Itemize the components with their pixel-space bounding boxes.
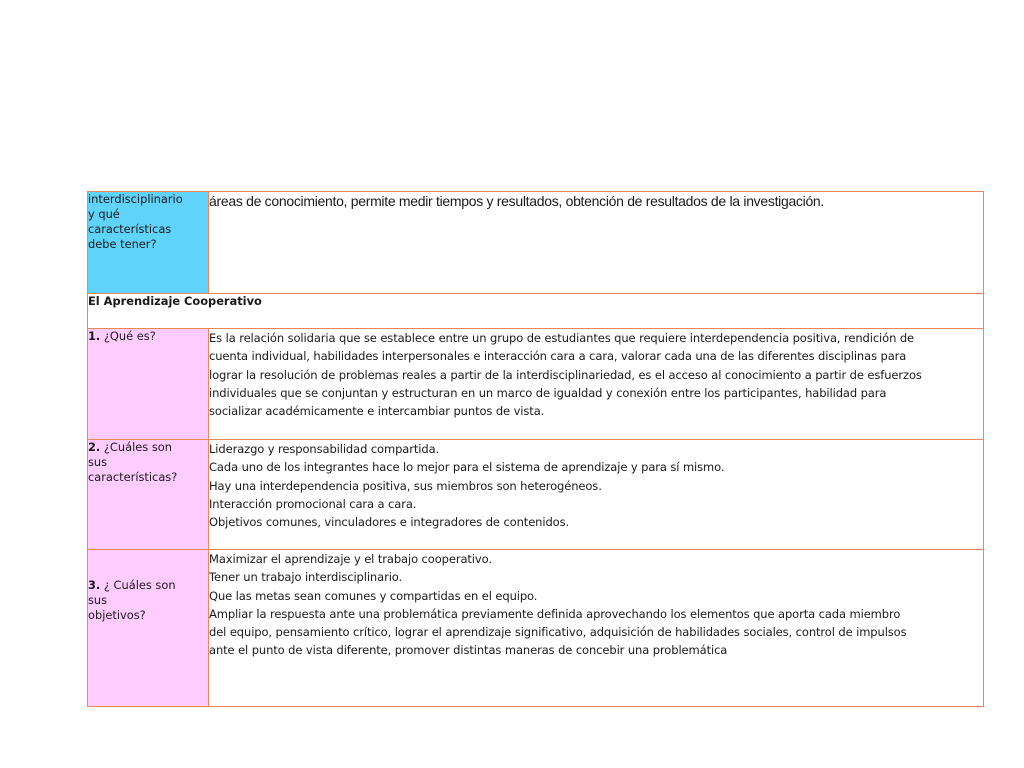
content-table	[87, 191, 984, 707]
answer-line: Hay una interdependencia positiva, sus miembros son heterogéneos.	[209, 478, 602, 493]
question-text: ¿Qué es?	[100, 329, 156, 343]
question-line: sus	[88, 593, 108, 607]
answer-line: individuales que se conjuntan y estructuran en un marco de igualdad y conexión entre los participantes, habilidad para	[209, 385, 887, 400]
answer-line: Ampliar la respuesta ante una problemática previamente definida aprovechando los elementos que aporta cada miembro	[209, 606, 901, 621]
answer-cell-interdisciplinario	[209, 192, 984, 294]
question-cell-objetivos	[88, 550, 209, 707]
answer-line: áreas de conocimiento, permite medir tiempos y resultados, obtención de resultados de la investigación.	[209, 193, 825, 209]
question-line: objetivos?	[88, 608, 146, 622]
question-number: 1.	[88, 329, 101, 343]
answer-line: Tener un trabajo interdisciplinario.	[209, 570, 403, 585]
question-line: y qué	[88, 207, 120, 221]
question-cell-que-es	[88, 329, 209, 440]
question-text: ¿ Cuáles son	[100, 578, 176, 592]
question-line: características?	[88, 470, 178, 484]
answer-line: Objetivos comunes, vinculadores e integradores de contenidos.	[209, 515, 570, 530]
answer-line: del equipo, pensamiento crítico, lograr el aprendizaje significativo, adquisición de habilidades sociales, control de impulsos	[209, 625, 907, 640]
answer-cell-que-es	[209, 329, 984, 440]
question-cell-interdisciplinario	[88, 192, 209, 294]
question-line: sus	[88, 455, 108, 469]
question-cell-caracteristicas	[88, 440, 209, 550]
answer-line: Maximizar el aprendizaje y el trabajo cooperativo.	[209, 552, 492, 566]
answer-line: Que las metas sean comunes y compartidas en el equipo.	[209, 588, 538, 603]
question-line: debe tener?	[88, 237, 157, 251]
answer-line: ante el punto de vista diferente, promover distintas maneras de concebir una problemática	[209, 643, 728, 658]
section-header: El Aprendizaje Cooperativo	[88, 294, 984, 329]
table-row	[88, 329, 984, 440]
answer-cell-objetivos	[209, 550, 984, 707]
answer-line: Cada uno de los integrantes hace lo mejor para el sistema de aprendizaje y para sí mismo.	[209, 460, 725, 475]
answer-line: lograr la resolución de problemas reales a partir de la interdisciplinariedad, es el acceso al conocimiento a partir de esfuerzos	[209, 367, 922, 382]
question-line: interdisciplinario	[88, 192, 183, 206]
question-number: 3.	[88, 578, 101, 592]
answer-cell-caracteristicas	[209, 440, 984, 550]
answer-line: Es la relación solidaria que se establece entre un grupo de estudiantes que requiere interdependencia positiva, rendición de	[209, 331, 915, 345]
question-text: ¿Cuáles son	[100, 440, 172, 454]
table-row	[88, 440, 984, 550]
answer-line: socializar académicamente e intercambiar puntos de vista.	[209, 404, 545, 419]
question-line: características	[88, 222, 172, 236]
question-number: 2.	[88, 440, 101, 454]
table-row	[88, 192, 984, 294]
table-row	[88, 550, 984, 707]
answer-line: cuenta individual, habilidades interpersonales e interacción cara a cara, valorar cada una de las diferentes disciplinas para	[209, 349, 907, 364]
answer-line: Liderazgo y responsabilidad compartida.	[209, 442, 440, 456]
table-row	[88, 294, 984, 329]
answer-line: Interacción promocional cara a cara.	[209, 496, 417, 511]
